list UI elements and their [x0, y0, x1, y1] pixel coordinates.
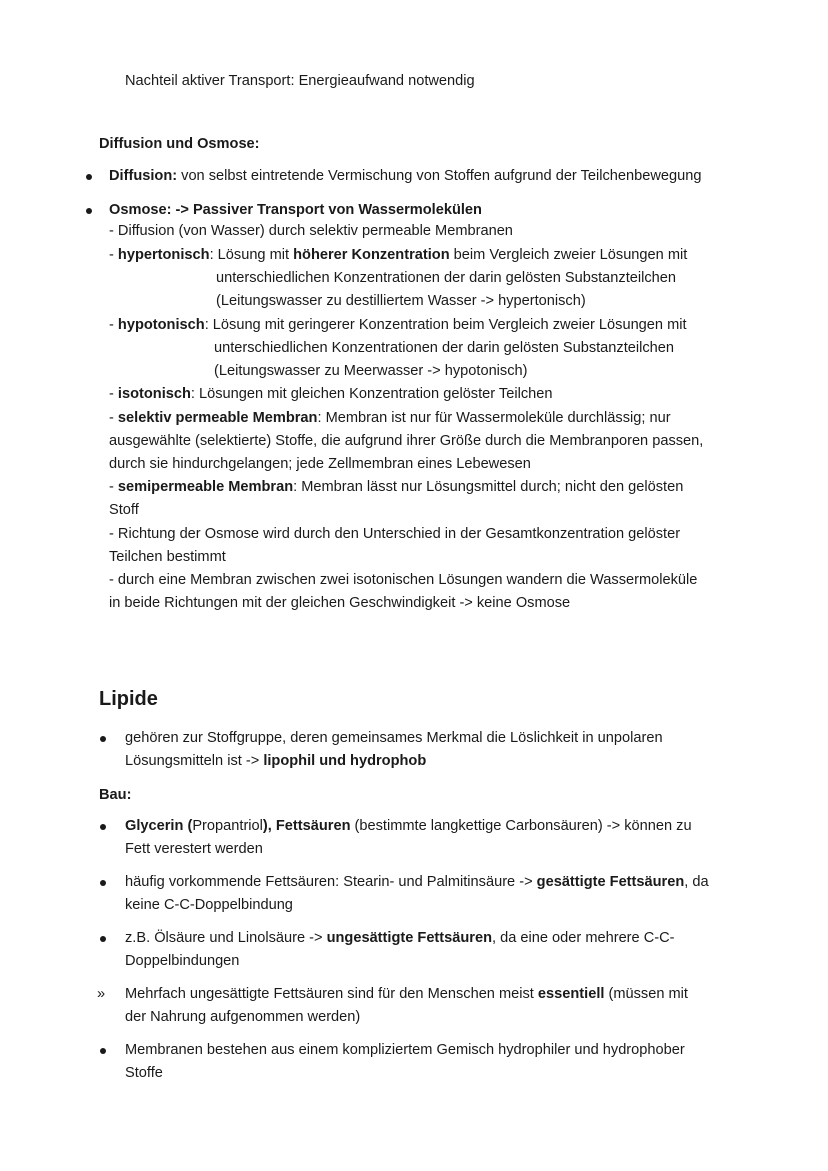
text: , da eine oder mehrere C-C- [492, 930, 675, 946]
text: von selbst eintretende Vermischung von Stoffen aufgrund der Teilchenbewegung [177, 168, 702, 184]
bullet-icon [100, 936, 106, 942]
text-line: (Leitungswasser zu destilliertem Wasser -> hypertonisch) [216, 293, 586, 309]
term: selektiv permeable Membran [117, 410, 318, 426]
term: Diffusion: [109, 168, 178, 184]
text: : Membran lässt nur Lösungsmittel durch; nicht den gelösten [293, 479, 684, 495]
text-line: - durch eine Membran zwischen zwei isotonischen Lösungen wandern die Wassermoleküle [109, 572, 698, 588]
text: : Membran ist nur für Wassermoleküle durchlässig; nur [317, 410, 671, 426]
text: Lösungsmitteln ist -> [125, 753, 264, 769]
term: höherer Konzentration [293, 247, 450, 263]
list-item: Membranen bestehen aus einem kompliziertem Gemisch hydrophiler und hydrophober [125, 1042, 685, 1058]
term: isotonisch [117, 386, 191, 402]
text: - [109, 410, 118, 426]
text-line [109, 383, 552, 406]
text: beim Vergleich zweier Lösungen mit [449, 247, 688, 263]
page-title: Lipide [99, 688, 158, 710]
text-line: Nachteil aktiver Transport: Energieaufwand notwendig [125, 73, 475, 89]
text-line: - Richtung der Osmose wird durch den Unterschied in der Gesamtkonzentration gelöster [109, 526, 681, 542]
term: lipophil und hydrophob [263, 753, 427, 769]
term: ungesättigte Fettsäuren [326, 930, 493, 946]
text-line: unterschiedlichen Konzentrationen der darin gelösten Substanzteilchen [214, 340, 675, 356]
text: - [109, 386, 118, 402]
text: , da [684, 874, 709, 890]
text-line: durch sie hindurchgelangen; jede Zellmembran eines Lebewesen [109, 456, 531, 472]
text-line: Fett verestert werden [125, 841, 263, 857]
text: z.B. Ölsäure und Linolsäure -> [125, 930, 327, 946]
chevron-right-icon: » [97, 986, 106, 1002]
text-line [109, 244, 687, 267]
text: - [109, 247, 118, 263]
term: essentiell [537, 986, 605, 1002]
list-item [125, 815, 692, 838]
list-item [109, 165, 701, 188]
text-line: Stoff [109, 502, 139, 518]
text: : Lösung mit [209, 247, 294, 263]
term: hypotonisch [117, 317, 205, 333]
bullet-icon [100, 880, 106, 886]
text-line: unterschiedlichen Konzentrationen der darin gelösten Substanzteilchen [216, 270, 677, 286]
section-heading: Bau: [99, 787, 132, 803]
text-line: - Diffusion (von Wasser) durch selektiv permeable Membranen [109, 223, 513, 239]
bullet-icon [100, 824, 106, 830]
list-item [125, 927, 675, 950]
text-line: ausgewählte (selektierte) Stoffe, die aufgrund ihrer Größe durch die Membranporen passen, [109, 433, 704, 449]
text-line [125, 750, 426, 773]
term: gesättigte Fettsäuren [536, 874, 685, 890]
text: : Lösung mit geringerer Konzentration beim Vergleich zweier Lösungen mit [204, 317, 687, 333]
bullet-icon [100, 1048, 106, 1054]
term: ), Fettsäuren [262, 818, 351, 834]
bullet-icon [86, 174, 92, 180]
term: semipermeable Membran [117, 479, 294, 495]
text: häufig vorkommende Fettsäuren: Stearin- und Palmitinsäure -> [125, 874, 537, 890]
term: Glycerin ( [125, 818, 193, 834]
list-item: gehören zur Stoffgruppe, deren gemeinsames Merkmal die Löslichkeit in unpolaren [125, 730, 663, 746]
bullet-icon [100, 736, 106, 742]
text: (müssen mit [604, 986, 688, 1002]
bullet-icon [86, 208, 92, 214]
text-line [109, 314, 687, 337]
text-line: Teilchen bestimmt [109, 549, 226, 565]
list-item [125, 871, 709, 894]
text: (bestimmte langkettige Carbonsäuren) -> können zu [350, 818, 692, 834]
text: Mehrfach ungesättigte Fettsäuren sind für den Menschen meist [125, 986, 538, 1002]
text: - [109, 479, 118, 495]
text-line: Stoffe [125, 1065, 163, 1081]
text: - [109, 317, 118, 333]
text: : Lösungen mit gleichen Konzentration gelöster Teilchen [190, 386, 553, 402]
text-line: keine C-C-Doppelbindung [125, 897, 293, 913]
text: Propantriol [192, 818, 263, 834]
section-heading: Diffusion und Osmose: [99, 136, 260, 152]
list-item [125, 983, 688, 1006]
text-line: (Leitungswasser zu Meerwasser -> hypotonisch) [214, 363, 528, 379]
text-line: der Nahrung aufgenommen werden) [125, 1009, 361, 1025]
text-line [109, 407, 671, 430]
text-line [109, 476, 683, 499]
list-item: Osmose: -> Passiver Transport von Wassermolekülen [109, 202, 482, 218]
text-line: Doppelbindungen [125, 953, 240, 969]
term: hypertonisch [117, 247, 210, 263]
text-line: in beide Richtungen mit der gleichen Geschwindigkeit -> keine Osmose [109, 595, 571, 611]
